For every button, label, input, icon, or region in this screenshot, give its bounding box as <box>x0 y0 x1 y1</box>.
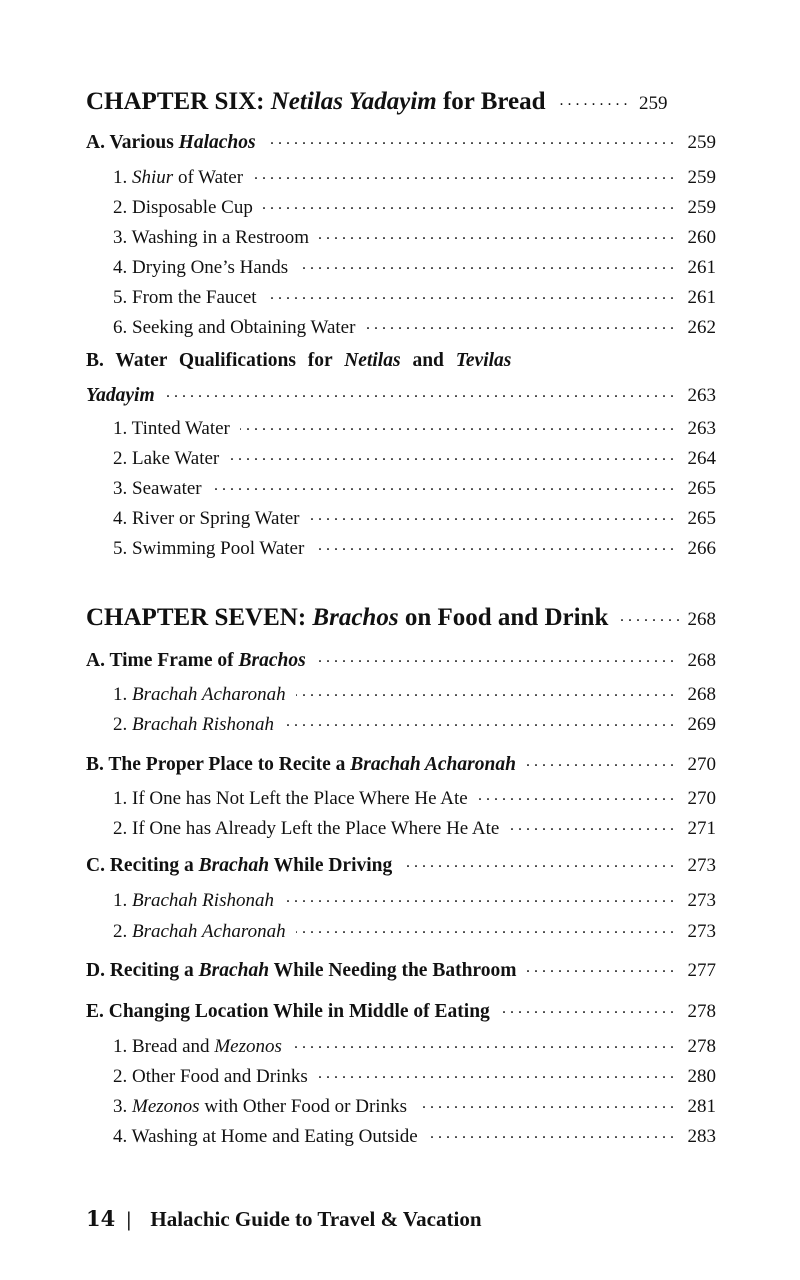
entry-title <box>113 1126 418 1148</box>
section-title <box>86 960 516 982</box>
text-run: 1. <box>113 890 132 911</box>
dot-leader <box>500 997 674 1017</box>
dot-leader <box>618 600 680 625</box>
text-run: 3. Seawater <box>113 478 202 499</box>
text-run: 2. Disposable Cup <box>113 197 253 218</box>
italic-term: Netilas <box>344 350 401 371</box>
text-run: with Other Food or Drinks <box>199 1096 407 1117</box>
text-run: 4. River or Spring Water <box>113 508 300 529</box>
page-number: 271 <box>687 818 716 839</box>
page-number: 278 <box>687 1000 716 1022</box>
entry-title <box>113 167 243 189</box>
page-number: 263 <box>687 418 716 439</box>
toc-entry[interactable] <box>86 194 716 219</box>
toc-entry[interactable] <box>86 284 716 309</box>
italic-term: Brachah Rishonah <box>132 890 274 911</box>
entry-title <box>113 1096 407 1118</box>
page-number: 278 <box>687 1036 716 1057</box>
toc-entry[interactable] <box>86 1063 716 1088</box>
chapter-heading[interactable] <box>86 600 716 632</box>
dot-leader <box>229 445 674 464</box>
section-heading[interactable] <box>86 956 716 982</box>
italic-term: Brachos <box>238 649 306 671</box>
text-run: While Needing the Bathroom <box>269 959 517 981</box>
dot-leader <box>314 535 674 554</box>
entry-title <box>113 714 274 736</box>
dot-leader <box>296 918 674 937</box>
section-heading[interactable] <box>86 750 716 776</box>
page-number: 268 <box>687 684 716 705</box>
text-run: 2. <box>113 714 132 735</box>
text-run: B. Water Qualifications for <box>86 350 345 371</box>
page-number: 261 <box>687 257 716 278</box>
page-number: 281 <box>687 1096 716 1117</box>
page-number: 260 <box>687 227 716 248</box>
text-run: 4. Drying One’s Hands <box>113 257 289 278</box>
entry-title <box>113 684 286 706</box>
page-number: 268 <box>687 649 716 671</box>
section-heading[interactable] <box>86 646 716 672</box>
text-run: 1. Bread and <box>113 1036 215 1057</box>
toc-entry[interactable] <box>86 224 716 249</box>
italic-term: Mezonos <box>132 1096 200 1117</box>
toc-entry[interactable] <box>86 785 716 810</box>
dot-leader <box>292 1033 674 1052</box>
text-run: CHAPTER SIX: <box>86 88 271 115</box>
page-footer <box>86 1206 482 1232</box>
page-number: 273 <box>687 890 716 911</box>
text-run: on Food and Drink <box>398 604 609 631</box>
page-number: 261 <box>687 287 716 308</box>
italic-term: Brachah Acharonah <box>132 684 286 705</box>
toc-entry[interactable] <box>86 254 716 279</box>
dot-leader <box>284 887 674 906</box>
page-number: 270 <box>687 788 716 809</box>
footer-page-number: 14 <box>86 1206 116 1231</box>
entry-title <box>113 818 499 840</box>
dot-leader <box>212 475 674 494</box>
text-run: 5. Swimming Pool Water <box>113 538 305 559</box>
chapter-heading[interactable] <box>86 84 716 116</box>
italic-term: Mezonos <box>214 1036 282 1057</box>
dot-leader <box>240 415 674 434</box>
toc-entry[interactable] <box>86 681 716 706</box>
section-heading[interactable] <box>86 997 716 1023</box>
italic-term: Brachah Acharonah <box>132 921 286 942</box>
page-number: 265 <box>687 478 716 499</box>
italic-term: Tevilas <box>455 350 512 371</box>
text-run: 1. <box>113 167 132 188</box>
text-run: 1. Tinted Water <box>113 418 230 439</box>
entry-title <box>113 921 286 943</box>
page-number: 273 <box>687 854 716 876</box>
page-number: 268 <box>687 609 716 630</box>
footer-separator: | <box>126 1207 132 1231</box>
dot-leader <box>263 194 674 213</box>
dot-leader <box>298 254 674 273</box>
dot-leader <box>296 681 674 700</box>
section-title-line[interactable] <box>86 350 716 372</box>
entry-title <box>113 418 230 440</box>
page-number: 269 <box>687 714 716 735</box>
text-run: E. Changing Location While in Middle of Eating <box>86 1000 490 1022</box>
page-number: 273 <box>687 921 716 942</box>
section-heading[interactable] <box>86 851 716 877</box>
toc-entry[interactable] <box>86 164 716 189</box>
entry-title <box>113 1036 282 1058</box>
entry-title <box>113 508 300 530</box>
text-run: 3. <box>113 1096 132 1117</box>
dot-leader <box>526 956 674 976</box>
page-number: 283 <box>687 1126 716 1147</box>
text-run: 1. If One has Not Left the Place Where He Ate <box>113 788 468 809</box>
toc-entry[interactable] <box>86 475 716 500</box>
toc-entry[interactable] <box>86 918 716 943</box>
text-run: 2. <box>113 921 132 942</box>
entry-title <box>113 317 355 339</box>
toc-entry[interactable] <box>86 314 716 339</box>
page-number: 263 <box>687 384 716 406</box>
toc-entry[interactable] <box>86 505 716 530</box>
dot-leader <box>284 711 674 730</box>
section-title <box>86 132 256 154</box>
dot-leader <box>526 750 674 770</box>
section-title <box>86 385 155 407</box>
text-run: A. Time Frame of <box>86 649 239 671</box>
page-number: 280 <box>687 1066 716 1087</box>
entry-title <box>113 227 309 249</box>
page-number: 266 <box>687 538 716 559</box>
entry-title <box>113 788 468 810</box>
italic-term: Brachah <box>198 959 270 981</box>
text-run: 6. Seeking and Obtaining Water <box>113 317 356 338</box>
entry-title <box>113 1066 308 1088</box>
entry-title <box>113 287 257 309</box>
toc-entry[interactable] <box>86 1033 716 1058</box>
running-book-title: Halachic Guide to Travel & Vacation <box>150 1207 482 1231</box>
text-run: C. Reciting a <box>86 854 199 876</box>
section-title <box>86 855 392 877</box>
page-number: 265 <box>687 508 716 529</box>
page-number: 264 <box>687 448 716 469</box>
toc-entry[interactable] <box>86 815 716 840</box>
entry-title <box>113 478 202 500</box>
entry-title <box>113 257 288 279</box>
text-run: CHAPTER SEVEN: <box>86 604 313 631</box>
dot-leader <box>318 1063 674 1082</box>
page-number: 259 <box>639 93 668 114</box>
dot-leader <box>509 815 674 834</box>
text-run: A. Various <box>86 131 179 153</box>
dot-leader <box>365 314 674 333</box>
text-run: and <box>400 350 456 371</box>
italic-term: Halachos <box>178 131 256 153</box>
entry-title <box>113 197 253 219</box>
page-number: 259 <box>687 167 716 188</box>
italic-term: Brachos <box>312 604 399 631</box>
dot-leader <box>267 284 674 303</box>
dot-leader <box>417 1093 674 1112</box>
text-run: 4. Washing at Home and Eating Outside <box>113 1126 418 1147</box>
chapter-title <box>86 88 546 116</box>
toc-entry[interactable] <box>86 887 716 912</box>
dot-leader <box>556 84 628 109</box>
dot-leader <box>478 785 674 804</box>
toc-entry[interactable] <box>86 535 716 560</box>
toc-entry[interactable] <box>86 711 716 736</box>
dot-leader <box>428 1123 674 1142</box>
text-run: 3. Washing in a Restroom <box>113 227 310 248</box>
toc-entry[interactable] <box>86 1093 716 1118</box>
toc-entry[interactable] <box>86 415 716 440</box>
italic-term: Yadayim <box>86 384 155 406</box>
italic-term: Brachah <box>198 854 270 876</box>
text-run: 1. <box>113 684 132 705</box>
dot-leader <box>253 164 674 183</box>
page-number: 270 <box>687 753 716 775</box>
dot-leader <box>319 224 674 243</box>
page-number: 277 <box>687 959 716 981</box>
text-run: for Bread <box>436 88 546 115</box>
chapter-title <box>86 604 608 632</box>
dot-leader <box>310 505 674 524</box>
text-run: 2. Lake Water <box>113 448 220 469</box>
section-heading[interactable] <box>86 381 716 407</box>
dot-leader <box>266 128 674 148</box>
toc-entry[interactable] <box>86 1123 716 1148</box>
page-number: 262 <box>687 317 716 338</box>
dot-leader <box>165 381 674 401</box>
italic-term: Brachah Rishonah <box>132 714 274 735</box>
section-heading[interactable] <box>86 128 716 154</box>
text-run: 2. Other Food and Drinks <box>113 1066 308 1087</box>
page-number: 259 <box>687 131 716 153</box>
text-run: 2. If One has Already Left the Place Where He Ate <box>113 818 500 839</box>
page-number: 259 <box>687 197 716 218</box>
toc-entry[interactable] <box>86 445 716 470</box>
dot-leader <box>316 646 674 666</box>
text-run: of Water <box>173 167 244 188</box>
entry-title <box>113 890 274 912</box>
section-title <box>86 1001 490 1023</box>
text-run: B. The Proper Place to Recite a <box>86 753 351 775</box>
section-title <box>86 650 306 672</box>
italic-term: Shiur <box>132 167 174 188</box>
section-title <box>86 754 516 776</box>
italic-term: Brachah Acharonah <box>350 753 516 775</box>
text-run: D. Reciting a <box>86 959 199 981</box>
entry-title <box>113 538 304 560</box>
text-run: While Driving <box>269 854 393 876</box>
dot-leader <box>402 851 674 871</box>
text-run: 5. From the Faucet <box>113 287 257 308</box>
italic-term: Netilas Yadayim <box>270 88 437 115</box>
entry-title <box>113 448 219 470</box>
